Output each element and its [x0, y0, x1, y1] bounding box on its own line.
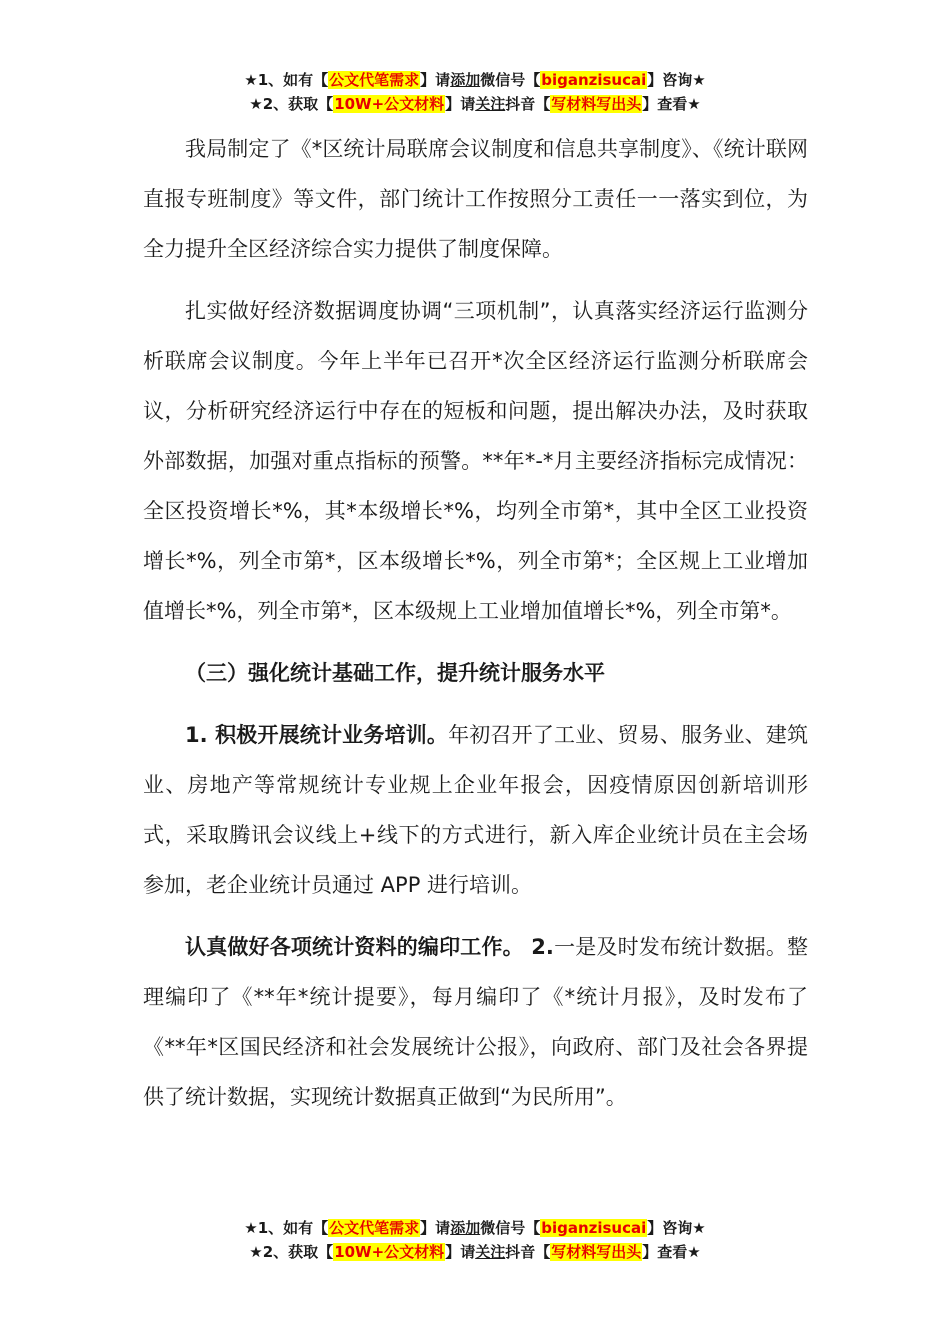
promo-highlight: biganzisucai: [541, 71, 647, 89]
paragraph-training: [143, 710, 808, 910]
promo-line-1: [0, 68, 950, 92]
promo-line-2: [0, 92, 950, 116]
promo-text: 微信号【: [480, 1219, 541, 1237]
promo-text: 】查看★: [642, 1243, 701, 1261]
document-body: [143, 124, 808, 1134]
promo-highlight: biganzisucai: [541, 1219, 647, 1237]
promo-underline: 关注: [475, 1243, 506, 1261]
paragraph-number-bold: 2.: [523, 935, 554, 959]
promo-text: ★1、如有【: [244, 71, 329, 89]
promo-highlight: 公文代笔需求: [329, 1219, 420, 1237]
paragraph-system-docs: 我局制定了《*区统计局联席会议制度和信息共享制度》、《统计联网直报专班制度》等文件，部门统计工作按照分工责任一一落实到位，为全力提升全区经济综合实力提供了制度保障。: [143, 137, 808, 261]
promo-text: 】咨询★: [647, 71, 706, 89]
promo-underline: 添加: [450, 1219, 481, 1237]
promo-banner-bottom: [0, 1216, 950, 1264]
promo-text: 微信号【: [480, 71, 541, 89]
section-heading: （三）强化统计基础工作，提升统计服务水平: [185, 661, 605, 685]
promo-highlight: 写材料写出头: [551, 95, 642, 113]
promo-text: 】请: [445, 95, 476, 113]
promo-underline: 添加: [450, 71, 481, 89]
paragraph-coordination-mechanism: 扎实做好经济数据调度协调“三项机制”，认真落实经济运行监测分析联席会议制度。今年上半年已召开*次全区经济运行监测分析联席会议，分析研究经济运行中存在的短板和问题，提出解决办法，及时获取外部数据，加强对重点指标的预警。**年*-*月主要经济指标完成情况：全区投资增长*%，其*本级增长*%，均列全市第*，其中全区工业投资增长*%，列全市第*，区本级增长*%，列全市第*；全区规上工业增加值增长*%，列全市第*，区本级规上工业增加值增长*%，列全市第*。: [143, 299, 808, 623]
promo-text: 】请: [420, 1219, 451, 1237]
promo-text: 】请: [445, 1243, 476, 1261]
promo-highlight: 10W+公文材料: [334, 95, 445, 113]
promo-underline: 关注: [475, 95, 506, 113]
promo-text: 】咨询★: [647, 1219, 706, 1237]
promo-line-1: [0, 1216, 950, 1240]
promo-banner-top: [0, 68, 950, 116]
promo-text: 抖音【: [505, 1243, 551, 1261]
paragraph-lead-bold: 1. 积极开展统计业务培训。: [185, 723, 449, 747]
promo-highlight: 公文代笔需求: [329, 71, 420, 89]
promo-text: ★2、获取【: [249, 1243, 334, 1261]
promo-highlight: 写材料写出头: [551, 1243, 642, 1261]
promo-text: 抖音【: [505, 95, 551, 113]
promo-highlight: 10W+公文材料: [334, 1243, 445, 1261]
promo-text: 】请: [420, 71, 451, 89]
paragraph-lead-bold: 认真做好各项统计资料的编印工作。: [185, 935, 524, 959]
promo-text: 】查看★: [642, 95, 701, 113]
promo-line-2: [0, 1240, 950, 1264]
promo-text: ★2、获取【: [249, 95, 334, 113]
paragraph-publication: [143, 922, 808, 1122]
promo-text: ★1、如有【: [244, 1219, 329, 1237]
paragraph-text: 一是及时发布统计数据。整理编印了《**年*统计提要》，每月编印了《*统计月报》，及时发布了《**年*区国民经济和社会发展统计公报》，向政府、部门及社会各界提供了统计数据，实现统计数据真正做到“为民所用”。: [143, 935, 808, 1109]
paragraph-text: 年初召开了工业、贸易、服务业、建筑业、房地产等常规统计专业规上企业年报会，因疫情原因创新培训形式，采取腾讯会议线上+线下的方式进行，新入库企业统计员在主会场参加，老企业统计员通过 APP 进行培训。: [143, 723, 809, 897]
